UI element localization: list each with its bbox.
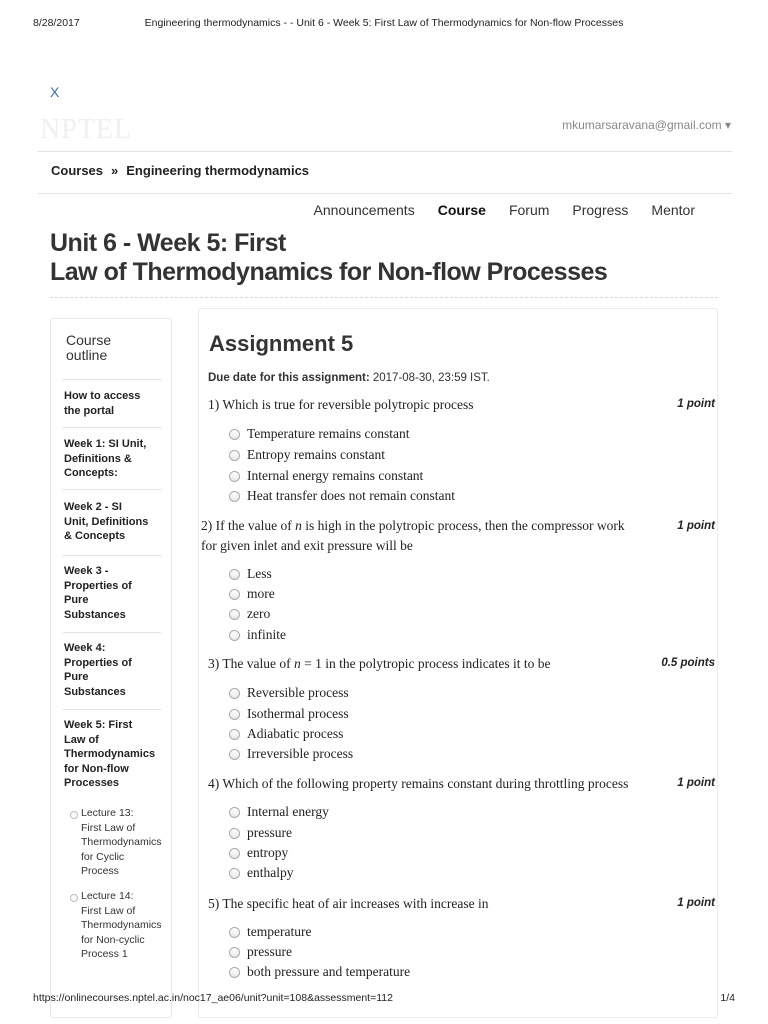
tab-announcements[interactable]: Announcements bbox=[313, 202, 415, 218]
option-label: more bbox=[247, 586, 275, 601]
question-4-text: 4) Which of the following property remains constant during throttling process bbox=[208, 776, 629, 791]
sidebar-item-label: Definitions & bbox=[64, 452, 132, 465]
sidebar-item-label: Properties of bbox=[64, 656, 132, 669]
radio-button-icon[interactable] bbox=[229, 471, 240, 482]
question-4-option[interactable] bbox=[229, 825, 292, 841]
sidebar-item-label: Pure bbox=[64, 594, 89, 607]
sidebar-item-label: Week 5: First bbox=[64, 719, 133, 731]
option-label: Adiabatic process bbox=[247, 726, 344, 741]
option-label: Internal energy remains constant bbox=[247, 468, 424, 483]
sidebar-item-label: Week 4: bbox=[64, 642, 106, 654]
sidebar-item-week-1[interactable] bbox=[64, 437, 162, 481]
assignment-title: Assignment 5 bbox=[209, 331, 354, 356]
print-header bbox=[0, 17, 768, 31]
sidebar-item-label: Week 2 - SI bbox=[64, 501, 122, 513]
sidebar-item-label: Week 3 - bbox=[64, 565, 109, 577]
sidebar-item-how-to-access[interactable] bbox=[64, 389, 162, 418]
sidebar-item-label: Thermodynamics bbox=[64, 748, 156, 761]
radio-button-icon[interactable] bbox=[229, 947, 240, 958]
radio-button-icon[interactable] bbox=[229, 429, 240, 440]
question-3-option[interactable] bbox=[229, 706, 349, 722]
sidebar-item-label: Substances bbox=[64, 608, 126, 621]
option-label: both pressure and temperature bbox=[247, 964, 411, 979]
sidebar-subitem-label: First Law of bbox=[81, 821, 136, 834]
sidebar-divider bbox=[63, 489, 161, 490]
question-5-points: 1 point bbox=[677, 897, 715, 909]
question-2-points: 1 point bbox=[677, 520, 715, 532]
page-title-line: Law of Thermodynamics for Non-flow Processes bbox=[50, 258, 608, 286]
question-1-option[interactable] bbox=[229, 426, 410, 442]
question-1-points: 1 point bbox=[677, 398, 715, 410]
sidebar-item-label: Pure bbox=[64, 671, 89, 684]
question-5-option[interactable] bbox=[229, 964, 410, 980]
print-url: https://onlinecourses.nptel.ac.in/noc17_ae06/unit?unit=108&assessment=112 bbox=[33, 992, 393, 1004]
sidebar-divider bbox=[63, 709, 161, 710]
nptel-logo: NPTEL bbox=[40, 114, 133, 145]
sidebar-subitem-label: Lecture 13: bbox=[81, 807, 134, 819]
question-2-text bbox=[201, 516, 681, 556]
sidebar-subitem-label: First Law of bbox=[81, 904, 136, 917]
print-page-number: 1/4 bbox=[720, 992, 735, 1004]
sidebar-subitem-label: Thermodynamics bbox=[81, 836, 162, 849]
sidebar-item-week-5[interactable] bbox=[64, 718, 162, 791]
due-date bbox=[208, 372, 490, 384]
divider bbox=[38, 151, 732, 152]
question-3-text-part: = 1 in the polytropic process indicates it to be bbox=[300, 656, 551, 671]
print-date: 8/28/2017 bbox=[33, 17, 80, 29]
option-label: pressure bbox=[247, 825, 292, 840]
radio-button-icon[interactable] bbox=[229, 609, 240, 620]
question-1-text: 1) Which is true for reversible polytropic process bbox=[208, 397, 474, 412]
radio-button-icon[interactable] bbox=[229, 828, 240, 839]
status-circle-icon bbox=[70, 811, 78, 819]
question-5-text: 5) The specific heat of air increases with increase in bbox=[208, 896, 489, 911]
option-label: enthalpy bbox=[247, 865, 294, 880]
option-label: Heat transfer does not remain constant bbox=[247, 488, 456, 503]
question-3-points: 0.5 points bbox=[661, 657, 715, 669]
radio-button-icon[interactable] bbox=[229, 569, 240, 580]
question-1-option[interactable] bbox=[229, 468, 423, 484]
radio-button-icon[interactable] bbox=[229, 491, 240, 502]
due-date-value: 2017-08-30, 23:59 IST. bbox=[369, 372, 490, 384]
sidebar-subitem-label: Process bbox=[81, 865, 119, 878]
option-label: infinite bbox=[247, 627, 286, 642]
sidebar-item-week-4[interactable] bbox=[64, 641, 162, 699]
divider bbox=[38, 193, 732, 194]
sidebar-item-label: for Non-flow bbox=[64, 762, 129, 775]
tab-progress[interactable]: Progress bbox=[572, 202, 629, 218]
question-2-option[interactable] bbox=[229, 566, 272, 582]
radio-button-icon[interactable] bbox=[229, 630, 240, 641]
question-4-points: 1 point bbox=[677, 777, 715, 789]
question-3-option[interactable] bbox=[229, 726, 343, 742]
radio-button-icon[interactable] bbox=[229, 450, 240, 461]
breadcrumb-separator: » bbox=[111, 163, 119, 178]
status-circle-icon bbox=[70, 894, 78, 902]
page-title bbox=[50, 229, 607, 287]
sidebar-item-label: Properties of bbox=[64, 579, 132, 592]
sidebar-item-label: How to access bbox=[64, 390, 141, 402]
sidebar-item-label: Concepts: bbox=[64, 467, 118, 480]
sidebar-subitem-label: for Non-cyclic bbox=[81, 933, 145, 946]
due-date-label: Due date for this assignment: bbox=[208, 372, 370, 384]
sidebar-item-label: & Concepts bbox=[64, 530, 126, 543]
radio-button-icon[interactable] bbox=[229, 848, 240, 859]
radio-button-icon[interactable] bbox=[229, 589, 240, 600]
question-5-option[interactable] bbox=[229, 924, 311, 940]
question-3-option[interactable] bbox=[229, 685, 349, 701]
sidebar-divider bbox=[63, 427, 161, 428]
sidebar-subitem-label: for Cyclic bbox=[81, 850, 125, 863]
question-2-option[interactable] bbox=[229, 606, 270, 622]
breadcrumb bbox=[51, 163, 309, 178]
user-menu[interactable]: mkumarsaravana@gmail.com ▾ bbox=[562, 118, 731, 132]
math-variable: n bbox=[293, 656, 301, 671]
sidebar-item-label: Substances bbox=[64, 685, 126, 698]
sidebar-item-label: Processes bbox=[64, 777, 120, 790]
question-2-option[interactable] bbox=[229, 586, 275, 602]
sidebar-divider bbox=[63, 632, 161, 633]
radio-button-icon[interactable] bbox=[229, 967, 240, 978]
question-2-line: for given inlet and exit pressure will be bbox=[201, 538, 413, 553]
close-button[interactable]: X bbox=[50, 84, 60, 100]
question-2-text-part: is high in the polytropic process, then the compressor work bbox=[301, 518, 625, 533]
sidebar-divider bbox=[63, 379, 161, 380]
radio-button-icon[interactable] bbox=[229, 729, 240, 740]
tab-forum[interactable]: Forum bbox=[508, 202, 550, 218]
radio-button-icon[interactable] bbox=[229, 709, 240, 720]
question-2-line bbox=[201, 516, 681, 536]
question-4-option[interactable] bbox=[229, 845, 288, 861]
radio-button-icon[interactable] bbox=[229, 868, 240, 879]
breadcrumb-course-link[interactable]: Engineering thermodynamics bbox=[126, 163, 310, 178]
tab-course[interactable]: Course bbox=[437, 202, 486, 218]
option-label: pressure bbox=[247, 944, 292, 959]
option-label: Internal energy bbox=[247, 804, 329, 819]
option-label: Temperature remains constant bbox=[247, 426, 410, 441]
title-divider bbox=[50, 297, 718, 298]
sidebar-title-line: Course bbox=[66, 332, 112, 348]
sidebar-subitem-label: Process 1 bbox=[81, 948, 128, 961]
option-label: Entropy remains constant bbox=[247, 447, 385, 462]
print-title: Engineering thermodynamics - - Unit 6 - Week 5: First Law of Thermodynamics for Non-flow Processes bbox=[144, 17, 624, 29]
question-3-option[interactable] bbox=[229, 746, 353, 762]
sidebar-title-line: outline bbox=[66, 347, 108, 363]
page-title-line: Unit 6 - Week 5: First bbox=[50, 229, 286, 257]
math-variable: n bbox=[295, 518, 302, 533]
option-label: Irreversible process bbox=[247, 746, 354, 761]
course-outline-sidebar bbox=[50, 318, 172, 1018]
question-2-text-part: 2) If the value of bbox=[201, 518, 296, 533]
sidebar-title bbox=[66, 333, 111, 363]
sidebar-item-label: Law of bbox=[64, 733, 99, 746]
tab-mentor[interactable]: Mentor bbox=[651, 202, 695, 218]
option-label: Reversible process bbox=[247, 685, 349, 700]
question-2-option[interactable] bbox=[229, 627, 286, 643]
question-1-option[interactable] bbox=[229, 488, 455, 504]
breadcrumb-courses-link[interactable]: Courses bbox=[51, 163, 104, 178]
print-footer bbox=[0, 992, 768, 1006]
radio-button-icon[interactable] bbox=[229, 807, 240, 818]
question-4-option[interactable] bbox=[229, 804, 329, 820]
assignment-panel bbox=[198, 308, 718, 1018]
course-nav-tabs bbox=[314, 202, 695, 218]
sidebar-item-week-3[interactable] bbox=[64, 564, 162, 622]
option-label: entropy bbox=[247, 845, 289, 860]
question-4-option[interactable] bbox=[229, 865, 294, 881]
radio-button-icon[interactable] bbox=[229, 927, 240, 938]
option-label: Isothermal process bbox=[247, 706, 349, 721]
radio-button-icon[interactable] bbox=[229, 749, 240, 760]
sidebar-subitem-label: Lecture 14: bbox=[81, 890, 134, 902]
radio-button-icon[interactable] bbox=[229, 688, 240, 699]
question-5-option[interactable] bbox=[229, 944, 292, 960]
sidebar-subitem-lecture-14[interactable] bbox=[81, 889, 171, 962]
question-3-text bbox=[208, 654, 551, 674]
sidebar-subitem-lecture-13[interactable] bbox=[81, 806, 171, 879]
sidebar-item-label: the portal bbox=[64, 404, 115, 417]
sidebar-subitem-label: Thermodynamics bbox=[81, 919, 162, 932]
sidebar-item-label: Unit, Definitions bbox=[64, 515, 149, 528]
option-label: zero bbox=[247, 606, 271, 621]
question-1-option[interactable] bbox=[229, 447, 385, 463]
option-label: Less bbox=[247, 566, 272, 581]
sidebar-divider bbox=[63, 555, 161, 556]
question-3-text-part: 3) The value of bbox=[208, 656, 294, 671]
sidebar-item-week-2[interactable] bbox=[64, 500, 162, 544]
option-label: temperature bbox=[247, 924, 312, 939]
sidebar-item-label: Week 1: SI Unit, bbox=[64, 438, 147, 450]
